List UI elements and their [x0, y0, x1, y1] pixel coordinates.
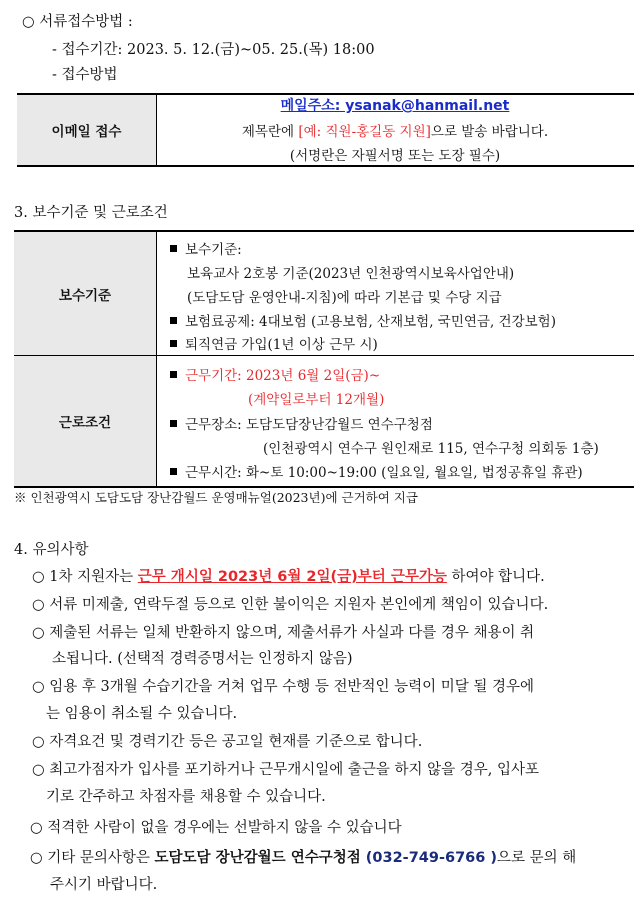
work-period: 근무기간: 2023년 6월 2일(금)~: [170, 364, 380, 384]
work-hours: 근무시간: 화~토 10:00~19:00 (일요일, 월요일, 법정공휴일 휴관): [170, 461, 583, 481]
submit-period: - 접수기간: 2023. 5. 12.(금)~05. 25.(목) 18:00: [52, 42, 375, 58]
square-bullet-icon: [170, 371, 177, 378]
pay-item-pension: 퇴직연금 가입(1년 이상 근무 시): [170, 333, 378, 353]
square-bullet-icon: [170, 317, 177, 324]
pay-item-standard-line3: (도담도담 운영안내-지침)에 따라 기본급 및 수당 지급: [187, 290, 502, 306]
square-bullet-icon: [170, 468, 177, 475]
pay-heading: 3. 보수기준 및 근로조건: [14, 205, 168, 221]
note-8-phone[interactable]: (032-749-6766 ): [365, 850, 498, 866]
email-label: 이메일 접수: [51, 124, 122, 140]
subject-instruction: [156, 120, 634, 140]
note-4-line2: 는 임용이 취소될 수 있습니다.: [46, 706, 238, 722]
email-address[interactable]: 메일주소: ysanak@hanmail.net: [280, 98, 510, 114]
note-4: ○ 임용 후 3개월 수습기간을 거쳐 업무 수행 등 전반적인 능력이 미달 될 경우에: [32, 679, 535, 695]
note-6: ○ 최고가점자가 입사를 포기하거나 근무개시일에 출근을 하지 않을 경우, 입사포: [32, 762, 539, 778]
subject-example: [예: 직원-홍길동 지원]: [298, 124, 431, 140]
signature-note: (서명란은 자필서명 또는 도장 필수): [289, 148, 501, 164]
note-3: ○ 제출된 서류는 일체 반환하지 않으며, 제출서류가 사실과 다를 경우 채용이 취: [32, 625, 535, 641]
square-bullet-icon: [170, 340, 177, 347]
pay-item-standard: 보수기준:: [170, 238, 242, 258]
work-period-line2: (계약일로부터 12개월): [248, 392, 385, 408]
work-place-line2: (인천광역시 연수구 원인재로 115, 연수구청 의회동 1층): [263, 441, 599, 457]
pay-item-standard-line2: 보육교사 2호봉 기준(2023년 인천광역시보육사업안내): [187, 266, 515, 282]
work-label: 근로조건: [58, 415, 112, 431]
work-place: 근무장소: 도담도담장난감월드 연수구청점: [170, 413, 433, 433]
note-8: ○ 기타 문의사항은 도담도담 장난감월드 연수구청점 (032-749-6766 )으로 문의 해: [30, 850, 577, 866]
note-6-line2: 기로 간주하고 차점자를 채용할 수 있습니다.: [46, 789, 326, 805]
square-bullet-icon: [170, 245, 177, 252]
note-7: ○ 적격한 사람이 없을 경우에는 선발하지 않을 수 있습니다: [30, 820, 402, 836]
square-bullet-icon: [170, 420, 177, 427]
subject-suffix: 으로 발송 바랍니다.: [430, 124, 549, 140]
note-5: ○ 자격요건 및 경력기간 등은 공고일 현재를 기준으로 합니다.: [32, 734, 423, 750]
pay-label: 보수기준: [58, 288, 112, 304]
notes-heading: 4. 유의사항: [14, 542, 89, 558]
note-8-line2: 주시기 바랍니다.: [50, 877, 158, 893]
note-2: ○ 서류 미제출, 연락두절 등으로 인한 불이익은 지원자 본인에게 책임이 있습니다.: [32, 597, 549, 613]
note-3-line2: 소됩니다. (선택적 경력증명서는 인정하지 않음): [52, 651, 353, 667]
subject-prefix: 제목란에: [241, 124, 299, 140]
submit-method: - 접수방법: [52, 67, 118, 83]
pay-footnote: ※ 인천광역시 도담도담 장난감월드 운영매뉴얼(2023년)에 근거하여 지급: [14, 490, 418, 505]
pay-item-insurance: 보험료공제: 4대보험 (고용보험, 산재보험, 국민연금, 건강보험): [170, 310, 556, 330]
submit-heading: ○ 서류접수방법 :: [22, 14, 133, 30]
note-8-place: 도담도담 장난감월드 연수구청점: [154, 850, 366, 866]
note-1: ○ 1차 지원자는 근무 개시일 2023년 6월 2일(금)부터 근무가능 하여야 합니다.: [32, 569, 545, 585]
note-1-emphasis: 근무 개시일 2023년 6월 2일(금)부터 근무가능: [137, 569, 447, 585]
